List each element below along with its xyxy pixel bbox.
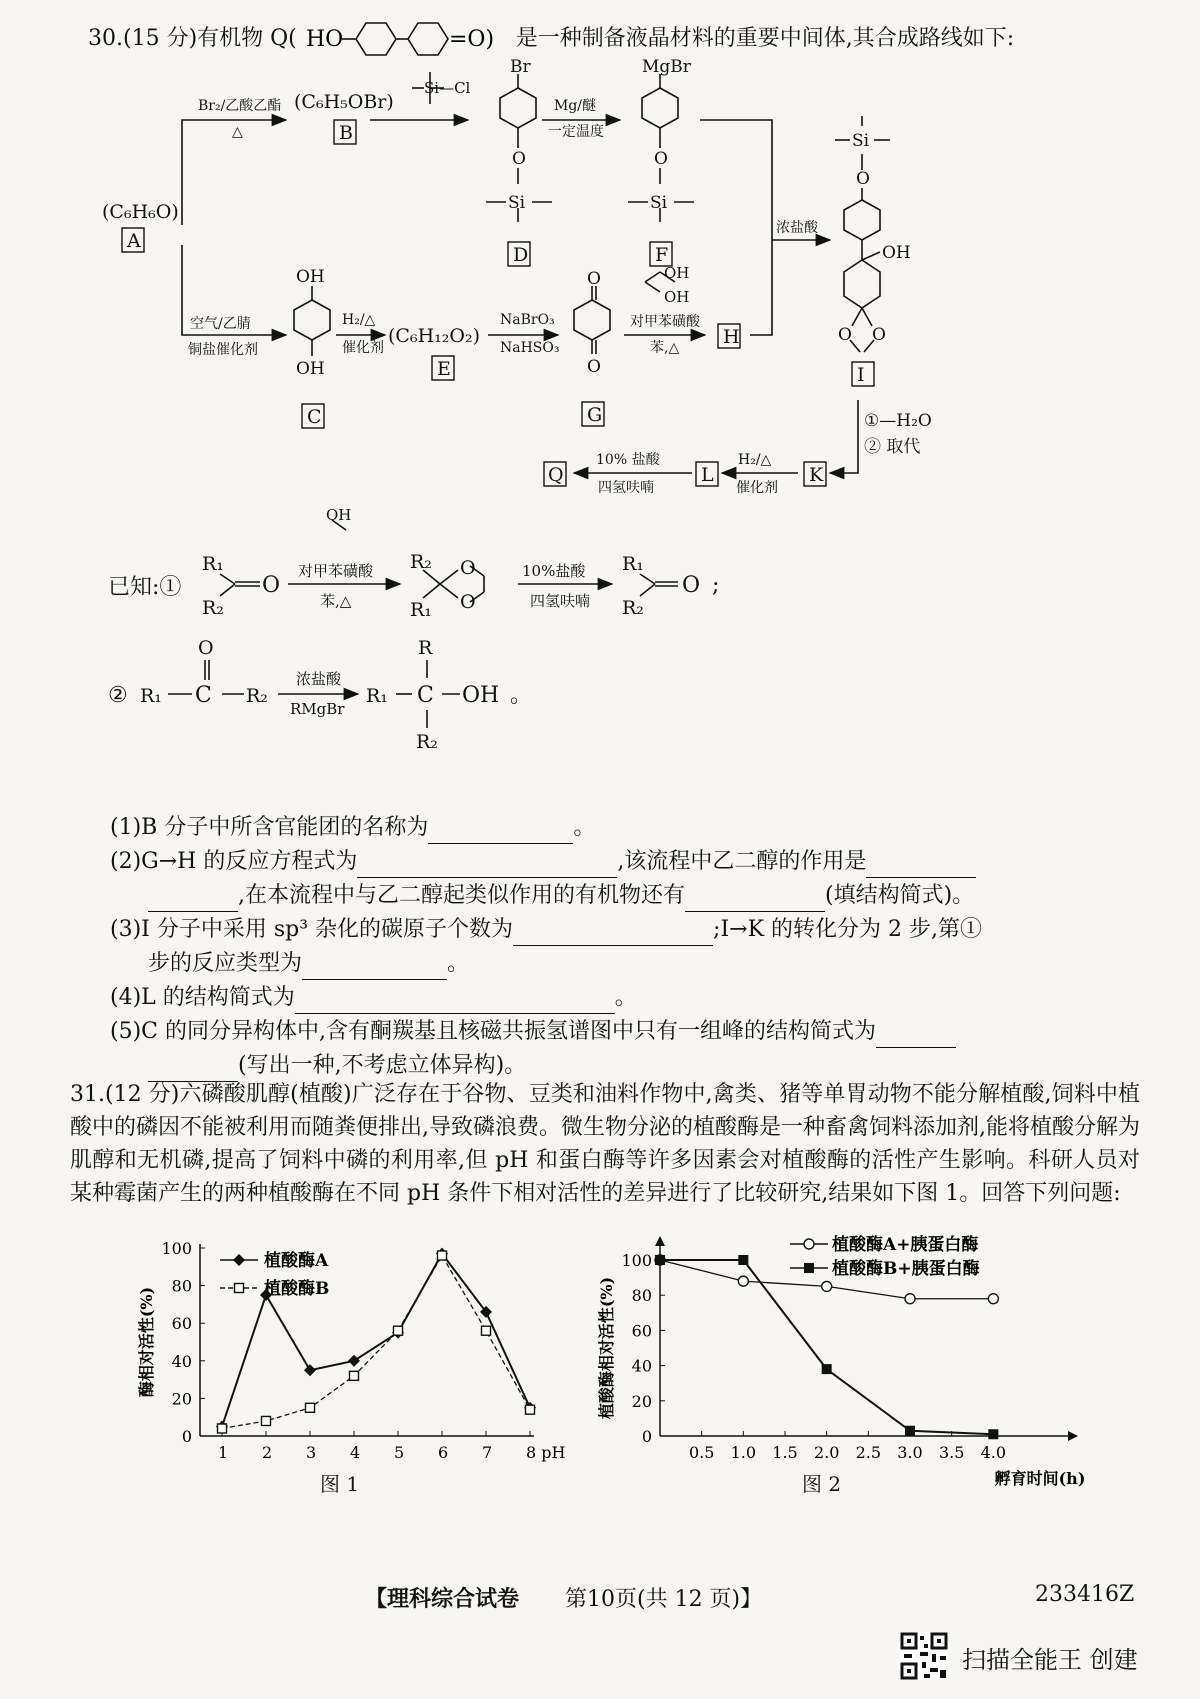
chart2-x-arrow <box>1068 1431 1078 1441</box>
label-f: F <box>655 244 669 266</box>
k2-prod-r1: R₁ <box>366 685 388 707</box>
chart1-xtick-label: 4 <box>350 1443 361 1462</box>
chart2-xtick-label: 0.5 <box>688 1443 715 1462</box>
q30-score: (15 分) <box>123 26 198 51</box>
chart2-ytick-label: 40 <box>631 1356 652 1376</box>
k2-conc-hcl: 浓盐酸 <box>296 670 342 688</box>
chart1-xtick-label: 3 <box>306 1443 317 1462</box>
label-a: A <box>127 230 141 252</box>
chart2-point <box>738 1276 748 1286</box>
chart1-point <box>348 1355 360 1367</box>
k1-ketal-o-bottom: O <box>460 591 476 613</box>
q30-intro-b: 是一种制备液晶材料的重要中间体,其合成路线如下: <box>515 26 1015 51</box>
cond-cat-k: 催化剂 <box>736 480 778 496</box>
subquestion-2-cont: ,在本流程中与乙二醇起类似作用的有机物还有 (填结构简式)。 <box>110 880 1160 912</box>
figure-1-caption: 图 1 <box>320 1472 360 1496</box>
chart2-ylabel: 植酸酶相对活性(%) <box>597 1276 616 1420</box>
cond-ptsa: 对甲苯磺酸 <box>630 314 700 330</box>
question-30-subquestions <box>110 812 1160 1084</box>
compound-e-formula: (C₆H₁₂O₂) <box>388 325 480 347</box>
chart1-point <box>350 1371 359 1380</box>
k1-glycol-oh: OH <box>326 506 352 524</box>
chart1-point <box>306 1403 315 1412</box>
cond-nahso3: NaHSO₃ <box>500 340 560 356</box>
answer-blank-3b[interactable] <box>302 957 447 980</box>
cond-benzene: 苯,△ <box>650 340 680 356</box>
k2-r2: R₂ <box>246 685 268 707</box>
subquestion-3: (3)I 分子中采用 sp³ 杂化的碳原子个数为 ;I→K 的转化分为 2 步,第① <box>110 914 1160 946</box>
footer-page: 第10页(共 12 页)】 <box>565 1587 763 1612</box>
cond-nabro3: NaBrO₃ <box>500 312 555 328</box>
chart1-point <box>482 1326 491 1335</box>
cond-h2-k: H₂/△ <box>738 452 772 468</box>
known-reactions <box>108 506 1110 818</box>
chart1-point <box>304 1364 316 1376</box>
c-oh-top: OH <box>296 267 325 287</box>
g-o-top: O <box>587 269 601 289</box>
cond-br2: Br₂/乙酸乙酯 <box>198 98 282 114</box>
q-formula-end: =O) <box>448 27 494 52</box>
chart2-point <box>905 1294 915 1304</box>
label-k: K <box>809 464 824 486</box>
g-o-bottom: O <box>587 357 601 377</box>
q-formula-ho: HO <box>305 27 344 52</box>
chart2-point <box>905 1426 915 1436</box>
chart1-ytick-label: 40 <box>171 1351 192 1371</box>
chart1-xtick-label: 6 <box>438 1443 449 1462</box>
answer-blank-2c[interactable] <box>148 889 238 912</box>
cond-h2: H₂/△ <box>342 312 376 328</box>
reagent-si-cl: Si—Cl <box>424 79 471 97</box>
qr-code-icon <box>900 1632 948 1680</box>
chart2-y-arrow <box>655 1236 665 1246</box>
answer-blank-2b[interactable] <box>866 855 976 878</box>
k1-ketal-o-top: O <box>460 557 476 579</box>
label-q: Q <box>548 464 564 486</box>
k2-prod-oh: OH <box>462 683 500 708</box>
chart2-ytick-label: 0 <box>641 1427 652 1446</box>
q30-number: 30. <box>88 26 123 51</box>
chart1-point <box>218 1424 227 1433</box>
answer-blank-4[interactable] <box>295 991 615 1014</box>
chart1-xtick-label: 7 <box>482 1443 493 1462</box>
chart2-xlabel: 孵育时间(h) <box>994 1469 1086 1488</box>
c-oh-bottom: OH <box>296 359 325 379</box>
chart2-point <box>988 1294 998 1304</box>
chart1-xtick-label: 5 <box>394 1443 405 1462</box>
chart1-ytick-label: 80 <box>171 1276 192 1296</box>
chart2-point <box>738 1255 748 1265</box>
k2-o: O <box>198 637 214 659</box>
k1-semicolon: ; <box>712 573 720 598</box>
chart2-xtick-label: 2.5 <box>855 1443 882 1462</box>
footer-code: 233416Z <box>1035 1582 1135 1607</box>
answer-blank-3a[interactable] <box>513 923 713 946</box>
k2-c: C <box>195 683 212 708</box>
scanner-watermark <box>900 1628 1190 1688</box>
cond-air: 空气/乙腈 <box>190 316 251 332</box>
chart2-xtick-label: 1.5 <box>772 1443 798 1462</box>
chart2-legend-label: 植酸酶B+胰蛋白酶 <box>832 1259 980 1279</box>
chart2-ytick-label: 100 <box>621 1251 652 1270</box>
label-i: I <box>857 364 865 386</box>
chart2-xtick-label: 1.0 <box>730 1443 757 1462</box>
compound-b-formula: (C₆H₅OBr) <box>294 91 394 113</box>
glycol-oh-bottom: OH <box>664 288 690 306</box>
chart2-legend-label: 植酸酶A+胰蛋白酶 <box>832 1235 979 1255</box>
k1-ketal-r2: R₂ <box>410 551 432 573</box>
k2-prod-r2: R₂ <box>416 731 438 753</box>
label-g: G <box>587 404 603 426</box>
chart2-xtick-label: 3.0 <box>897 1443 923 1462</box>
chart1-ytick-label: 100 <box>161 1239 192 1258</box>
cond-temp: 一定温度 <box>548 124 604 140</box>
question-30-intro <box>88 22 1138 56</box>
q-structure-inline <box>304 22 509 56</box>
question-31 <box>70 1078 1140 1210</box>
chart1-xtick-label: 2 <box>262 1443 273 1462</box>
label-e: E <box>437 358 451 380</box>
figure-1-chart <box>130 1236 566 1462</box>
chart1-point <box>262 1416 271 1425</box>
chart1-point <box>526 1405 535 1414</box>
label-h: H <box>723 326 740 348</box>
label-d: D <box>513 244 529 266</box>
answer-blank-5a[interactable] <box>876 1025 956 1048</box>
i-si: Si <box>852 131 870 151</box>
cond-hcl10: 10% 盐酸 <box>596 452 660 468</box>
k1-hcl10: 10%盐酸 <box>522 562 586 580</box>
i-o-left: O <box>838 325 852 345</box>
k2-prod-r: R <box>418 637 433 659</box>
chart1-legend-marker <box>235 1284 244 1293</box>
d-o: O <box>512 149 526 169</box>
d-si: Si <box>508 193 526 213</box>
i-o: O <box>856 169 870 189</box>
chart2-ytick-label: 80 <box>631 1286 652 1306</box>
chart1-point <box>394 1326 403 1335</box>
k2-r1: R₁ <box>140 685 162 707</box>
f-mgbr: MgBr <box>642 57 691 77</box>
label-b: B <box>339 122 353 144</box>
q31-number: 31. <box>70 1082 105 1107</box>
i-o-right: O <box>872 325 886 345</box>
k2-rmgbr: RMgBr <box>290 700 345 718</box>
subquestion-1: (1)B 分子中所含官能团的名称为 。 <box>110 812 1160 844</box>
chart2-point <box>822 1281 832 1291</box>
chart1-legend-label: 植酸酶A <box>264 1251 329 1271</box>
k1-benzene: 苯,△ <box>320 592 352 610</box>
chart2-xtick-label: 3.5 <box>938 1443 965 1462</box>
chart1-point <box>438 1251 447 1260</box>
chart1-xtick-label: 8 pH <box>526 1443 566 1462</box>
i-oh: OH <box>882 243 911 263</box>
step-1: ①—H₂O <box>864 411 932 431</box>
glycol-oh-top: OH <box>664 264 690 282</box>
chart2-legend-marker <box>804 1239 814 1249</box>
known-2-label: ② <box>108 683 128 708</box>
q30-intro-a: 有机物 Q( <box>197 26 297 51</box>
chart1-xtick-label: 1 <box>218 1443 229 1462</box>
k1-r1: R₁ <box>202 553 224 575</box>
step-2: ② 取代 <box>864 437 921 457</box>
label-l: L <box>701 464 714 486</box>
chart1-ytick-label: 60 <box>171 1314 192 1334</box>
cond-cat: 催化剂 <box>342 340 384 356</box>
known-label: 已知:① <box>108 575 182 600</box>
chart2-xtick-label: 4.0 <box>980 1443 1007 1462</box>
chart2-ytick-label: 20 <box>631 1391 652 1411</box>
chart1-legend-label: 植酸酶B <box>264 1279 330 1299</box>
f-o: O <box>654 149 668 169</box>
answer-blank-1[interactable] <box>428 821 573 844</box>
k1-o: O <box>262 573 281 598</box>
answer-blank-2a[interactable] <box>357 855 617 878</box>
footer-title: 【理科综合试卷 <box>365 1586 520 1612</box>
label-c: C <box>307 406 322 428</box>
chart2-xtick-label: 2.0 <box>813 1443 840 1462</box>
k1-prod-r1: R₁ <box>622 553 644 575</box>
figure-2-caption: 图 2 <box>802 1472 842 1496</box>
chart2-legend-marker <box>804 1263 814 1273</box>
subquestion-5: (5)C 的同分异构体中,含有酮羰基且核磁共振氢谱图中只有一组峰的结构简式为 <box>110 1016 1160 1048</box>
chart1-legend-marker <box>233 1254 245 1266</box>
chart1-ytick-label: 0 <box>181 1427 192 1446</box>
cond-heat-b: △ <box>232 124 243 140</box>
k1-prod-o: O <box>682 573 701 598</box>
k2-prod-c: C <box>417 683 434 708</box>
f-si: Si <box>650 193 668 213</box>
subquestion-2: (2)G→H 的反应方程式为 ,该流程中乙二醇的作用是 <box>110 846 1160 878</box>
subquestion-5-cont: (写出一种,不考虑立体异构)。 <box>110 1050 1160 1082</box>
chart2-point <box>988 1429 998 1439</box>
k1-r2: R₂ <box>202 597 224 619</box>
chart1-ylabel: 酶相对活性(%) <box>137 1286 156 1398</box>
subquestion-3-cont: 步的反应类型为 。 <box>110 948 1160 980</box>
compound-a-formula: (C₆H₆O) <box>102 201 179 223</box>
k2-period: 。 <box>510 683 533 708</box>
d-br: Br <box>510 57 531 77</box>
scanner-text: 扫描全能王 创建 <box>962 1646 1138 1674</box>
cond-cu: 铜盐催化剂 <box>188 342 258 358</box>
subquestion-4: (4)L 的结构简式为 。 <box>110 982 1160 1014</box>
chart2-ytick-label: 60 <box>631 1321 652 1341</box>
k1-prod-r2: R₂ <box>622 597 644 619</box>
answer-blank-2d[interactable] <box>685 889 825 912</box>
cond-mg: Mg/醚 <box>554 98 597 114</box>
k1-thf: 四氢呋喃 <box>530 592 591 610</box>
cond-thf: 四氢呋喃 <box>598 480 654 496</box>
figures <box>130 1236 1130 1536</box>
chart2-point <box>655 1255 665 1265</box>
synthesis-scheme <box>90 57 1150 550</box>
k1-ptsa: 对甲苯磺酸 <box>298 562 374 580</box>
chart1-ytick-label: 20 <box>171 1389 192 1409</box>
k1-ketal-r1: R₁ <box>410 599 432 621</box>
q31-text: (12 分)六磷酸肌醇(植酸)广泛存在于谷物、豆类和油料作物中,禽类、猪等单胃动物不能分解植酸,饲料中植酸中的磷因不能被利用而随粪便排出,导致磷浪费。微生物分泌的植酸酶是一种畜禽饲料添加剂,能将植酸分解为肌醇和无机磷,提高了饲料中磷的利用率,但 pH 和蛋白酶等许多因素会对植酸酶的活性产生影响。科研人员对某种霉菌产生的两种植酸酶在不同 pH 条件下相对活性的差异进行了比较研究,结果如下图 1。回答下列问题: <box>70 1082 1140 1206</box>
page-footer <box>0 1580 1200 1620</box>
cond-conc-hcl: 浓盐酸 <box>776 220 818 236</box>
chart2-point <box>822 1364 832 1374</box>
